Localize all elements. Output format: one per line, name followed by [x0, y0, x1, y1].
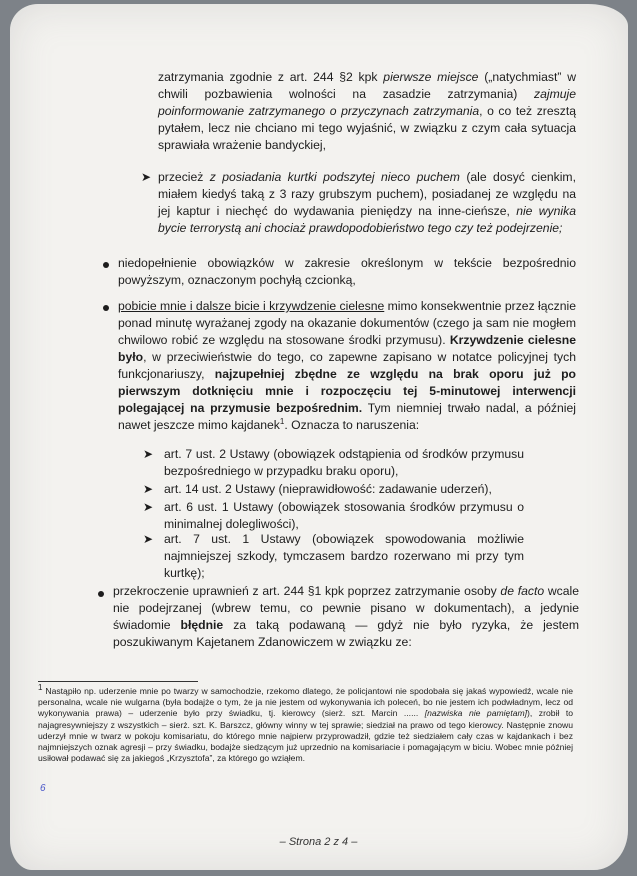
text-segment: za taką podawaną — gdyż nie było ryzyka, że jestem poszukiwanym Kajetanem Zdanowiczem w związku ze: — [113, 618, 579, 649]
text-segment: ), zrobił to najagresywniejszy z wszystkich – sierż. szt. K. Barszcz, główny winny w tej sprawie; siedział na prawo od tego kierowcy. Następnie znowu uderzył mnie w twarz w pokoju komisariatu, do którego mnie najpierw przyprowadził, gdzie też siedziałem cały czas w kajdankach i bez najmniejszych oznak agresji – przy świadku, bodajże siedzącym już uprzednio na komisariacie i pomagającym w biciu. Wobec mnie później usiłował podawać się za jakiegoś „Krzysztofa”, za którego go wziąłem. — [38, 708, 573, 764]
text-segment: najzupełniej zbędne ze względu na brak oporu już po pierwszym dotknięciu mnie i rozpoczęciu tej 5-minutowej interwencji polegającej na przymusie bezpośrednim. — [118, 367, 576, 415]
arrow-bullet-icon: ➤ — [143, 500, 154, 514]
bullet-przekroczenie-text — [113, 583, 579, 651]
text-segment: . Oznacza to naruszenia: — [284, 418, 420, 432]
list-item-text: art. 6 ust. 1 Ustawy (obowiązek stosowania środków przymusu o minimalnej dolegliwości), — [164, 500, 524, 531]
text-segment: 1 — [38, 683, 43, 693]
footnote-text — [38, 683, 573, 764]
list-item-text: art. 7 ust. 2 Ustawy (obowiązek odstąpienia od środków przymusu bezpośredniego w przypadku braku oporu), — [164, 447, 524, 478]
text-segment: niedopełnienie obowiązków w zakresie określonym w tekście bezpośrednio powyższym, oznaczonym pochyłą czcionką, — [118, 256, 576, 287]
text-segment: , o co też zresztą pytałem, lecz nie chciano mi tego wyjaśnić, w związku z czym cała sytuacja sprawiała wrażenie bandyckiej, — [158, 104, 576, 152]
list-item-text: art. 7 ust. 1 Ustawy (obowiązek spowodowania możliwie najmniejszej szkody, tymczasem bardzo rozerwano mi przy tym kurtkę); — [164, 532, 524, 580]
bullet-dot-icon — [103, 262, 109, 268]
bullet-pobicie-text — [118, 298, 576, 434]
list-item — [164, 531, 524, 582]
text-segment: przecież — [158, 170, 210, 184]
bullet-dot-icon — [103, 305, 109, 311]
paragraph-zatrzymanie — [158, 69, 576, 154]
text-segment: przekroczenie uprawnień z art. 244 §1 kpk poprzez zatrzymanie osoby — [113, 584, 501, 598]
arrow-bullet-icon: ➤ — [143, 532, 154, 546]
bullet-pobicie — [118, 298, 576, 434]
text-segment: z posiadania kurtki podszytej nieco puchem — [209, 170, 460, 184]
footnote — [38, 683, 573, 764]
page-footer: – Strona 2 z 4 – — [279, 836, 358, 848]
arrow-bullet-icon: ➤ — [143, 482, 154, 496]
text-segment: Krzywdzenie cielesne było — [118, 333, 576, 364]
bullet-niedopelnienie-text — [118, 255, 576, 289]
text-segment: zatrzymania zgodnie z art. 244 §2 kpk — [158, 70, 384, 84]
list-item — [164, 499, 524, 533]
bullet-niedopelnienie — [118, 255, 576, 289]
text-segment: (ale dosyć cienkim, miałem kiedyś taką z 3 razy grubszym puchem), posiadanej ze względu na jej kaptur i niechęć do wydawania pieniędzy na inne-cieńsze, — [158, 170, 576, 218]
text-segment: wcale nie podejrzanej (wbrew temu, co pewnie pisano w dokumentach), a jedynie świadomie — [113, 584, 580, 632]
list-item — [164, 446, 524, 480]
text-segment: pierwsze miejsce — [383, 70, 479, 84]
arrow-bullet-icon: ➤ — [143, 447, 154, 461]
text-segment: Nastąpiło np. uderzenie mnie po twarzy w samochodzie, rzekomo dlatego, że policjantowi nie spodobała się jakaś wypowiedź, wcale nie personalna, wcale nie wulgarna (była bodajże o tym, że ja nie jestem od wykonywania ich poleceń, bo nie jestem ich podwładnym, lecz od wykonywania prawa) – uderzenie było przy świadku, tj. kierowcy (sierż. szt. Marcin ...... — [38, 686, 573, 719]
text-segment: nie wynika bycie terrorystą ani chociaż prawdopodobieństwo tego czy też podejrzenie; — [158, 204, 577, 235]
bullet-przekroczenie — [113, 583, 579, 651]
arrow-bullet-icon: ➤ — [141, 170, 152, 184]
text-segment: , w przeciwieństwie do tego, co zapewne zapisano w notatce policyjnej tych funkcjonariuszy, — [118, 350, 576, 381]
text-segment: mimo konsekwentnie przez łącznie ponad minutę wyrażanej zgody na okazanie dokumentów (czego ja sam nie mogłem chwilowo robić ze względu na stosowane środki przymusu). — [118, 299, 576, 347]
list-item — [164, 481, 524, 498]
bullet-dot-icon — [98, 591, 104, 597]
text-segment: zajmuje poinformowanie zatrzymanego o przyczynach zatrzymania — [158, 87, 576, 118]
pen-annotation: 6 — [40, 783, 46, 794]
list-item-text: art. 14 ust. 2 Ustawy (nieprawidłowość: zadawanie uderzeń), — [164, 482, 492, 496]
text-segment: 1 — [279, 416, 285, 426]
text-segment: de facto — [500, 584, 545, 598]
text-segment: („natychmiast” w chwili pozbawienia wolności na zasadzie zatrzymania) — [158, 70, 576, 101]
sub-item-kurtka — [158, 169, 576, 237]
text-segment: pobicie mnie i dalsze bicie i krzywdzenie cielesne — [118, 299, 385, 313]
paragraph-zatrzymanie-text — [158, 69, 576, 154]
text-segment: Tym niemniej trwało nadal, a później nawet jeszcze mimo kajdanek — [118, 401, 576, 432]
footnote-divider — [38, 681, 198, 682]
sub-item-kurtka-text — [158, 169, 576, 237]
text-segment: [nazwiska nie pamiętam] — [424, 708, 528, 719]
text-segment: błędnie — [180, 618, 224, 632]
